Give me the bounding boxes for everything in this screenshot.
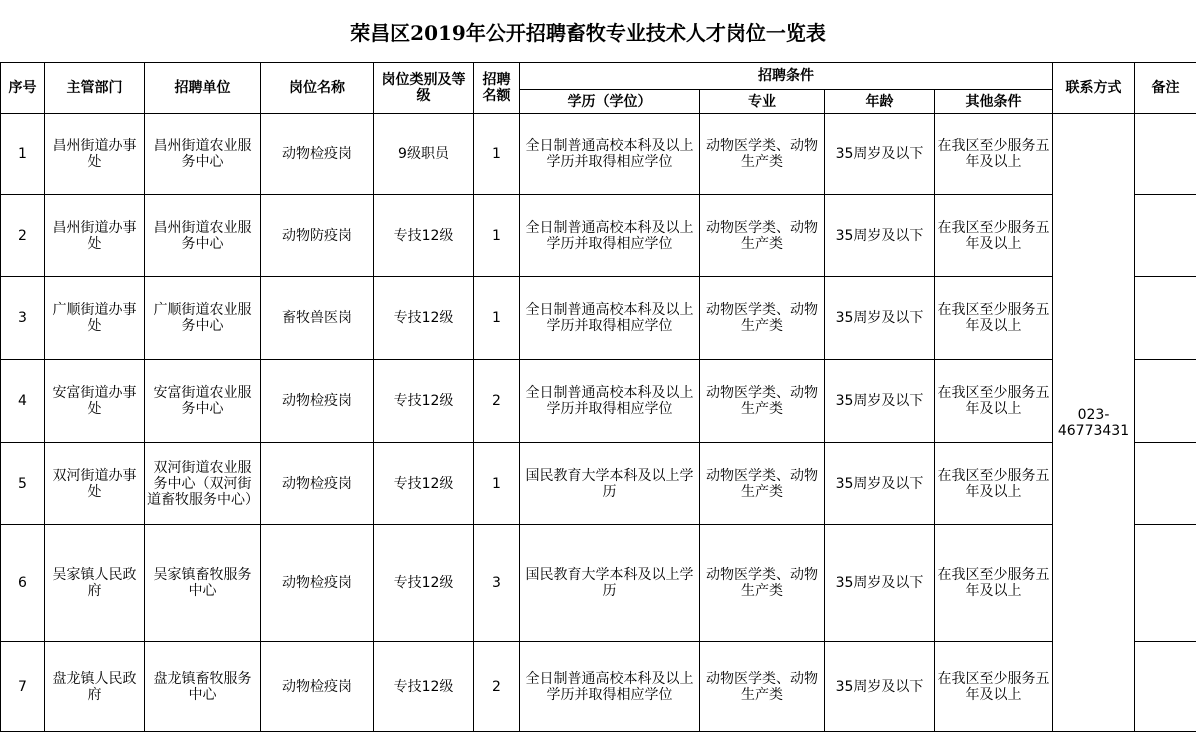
cell-education: 国民教育大学本科及以上学历 [520,443,700,525]
cell-age: 35周岁及以下 [825,114,935,195]
cell-major: 动物医学类、动物生产类 [700,443,825,525]
cell-major: 动物医学类、动物生产类 [700,642,825,732]
table-row [1,114,1196,195]
header-conditions: 招聘条件 [520,63,1053,90]
header-education: 学历（学位） [520,90,700,114]
cell-quota: 1 [474,195,520,277]
cell-unit: 广顺街道农业服务中心 [145,277,261,360]
cell-quota: 2 [474,360,520,443]
cell-education: 全日制普通高校本科及以上学历并取得相应学位 [520,642,700,732]
cell-unit: 双河街道农业服务中心（双河街道畜牧服务中心） [145,443,261,525]
cell-index: 1 [1,114,45,195]
cell-category: 专技12级 [374,443,474,525]
header-major: 专业 [700,90,825,114]
cell-dept: 双河街道办事处 [45,443,145,525]
cell-unit: 吴家镇畜牧服务中心 [145,525,261,642]
header-quota: 招聘名额 [474,63,520,114]
cell-age: 35周岁及以下 [825,642,935,732]
table-row [1,642,1196,732]
title-text: 荣昌区2019年公开招聘畜牧专业技术人才岗位一览表 [350,17,826,46]
header-other: 其他条件 [935,90,1053,114]
cell-major: 动物医学类、动物生产类 [700,525,825,642]
job-table [0,62,1196,732]
cell-index: 2 [1,195,45,277]
cell-category: 专技12级 [374,360,474,443]
table-row [1,277,1196,360]
cell-category: 9级职员 [374,114,474,195]
cell-dept: 广顺街道办事处 [45,277,145,360]
cell-age: 35周岁及以下 [825,525,935,642]
cell-other: 在我区至少服务五年及以上 [935,360,1053,443]
header-age: 年龄 [825,90,935,114]
cell-education: 全日制普通高校本科及以上学历并取得相应学位 [520,360,700,443]
cell-quota: 2 [474,642,520,732]
cell-remark [1135,360,1196,443]
cell-other: 在我区至少服务五年及以上 [935,195,1053,277]
cell-remark [1135,642,1196,732]
cell-dept: 盘龙镇人民政府 [45,642,145,732]
cell-unit: 盘龙镇畜牧服务中心 [145,642,261,732]
header-row-1 [1,63,1196,90]
cell-category: 专技12级 [374,525,474,642]
cell-education: 国民教育大学本科及以上学历 [520,525,700,642]
cell-position: 畜牧兽医岗 [261,277,374,360]
cell-other: 在我区至少服务五年及以上 [935,277,1053,360]
cell-category: 专技12级 [374,195,474,277]
cell-position: 动物检疫岗 [261,642,374,732]
cell-category: 专技12级 [374,642,474,732]
cell-remark [1135,525,1196,642]
cell-unit: 昌州街道农业服务中心 [145,195,261,277]
cell-position: 动物检疫岗 [261,360,374,443]
header-unit: 招聘单位 [145,63,261,114]
cell-quota: 3 [474,525,520,642]
cell-major: 动物医学类、动物生产类 [700,277,825,360]
cell-position: 动物检疫岗 [261,443,374,525]
cell-dept: 吴家镇人民政府 [45,525,145,642]
cell-dept: 昌州街道办事处 [45,114,145,195]
cell-age: 35周岁及以下 [825,277,935,360]
table-row [1,195,1196,277]
cell-quota: 1 [474,443,520,525]
cell-education: 全日制普通高校本科及以上学历并取得相应学位 [520,277,700,360]
cell-position: 动物检疫岗 [261,525,374,642]
header-position: 岗位名称 [261,63,374,114]
cell-education: 全日制普通高校本科及以上学历并取得相应学位 [520,195,700,277]
cell-other: 在我区至少服务五年及以上 [935,525,1053,642]
cell-other: 在我区至少服务五年及以上 [935,443,1053,525]
header-category: 岗位类别及等级 [374,63,474,114]
cell-quota: 1 [474,277,520,360]
header-contact: 联系方式 [1053,63,1135,114]
cell-major: 动物医学类、动物生产类 [700,360,825,443]
table-row [1,443,1196,525]
cell-position: 动物防疫岗 [261,195,374,277]
cell-dept: 安富街道办事处 [45,360,145,443]
cell-dept: 昌州街道办事处 [45,195,145,277]
cell-unit: 昌州街道农业服务中心 [145,114,261,195]
table-row [1,525,1196,642]
cell-position: 动物检疫岗 [261,114,374,195]
cell-age: 35周岁及以下 [825,443,935,525]
cell-other: 在我区至少服务五年及以上 [935,114,1053,195]
header-index: 序号 [1,63,45,114]
cell-unit: 安富街道农业服务中心 [145,360,261,443]
cell-index: 4 [1,360,45,443]
cell-index: 7 [1,642,45,732]
cell-quota: 1 [474,114,520,195]
cell-age: 35周岁及以下 [825,195,935,277]
cell-remark [1135,114,1196,195]
cell-category: 专技12级 [374,277,474,360]
cell-index: 5 [1,443,45,525]
table-row [1,360,1196,443]
cell-major: 动物医学类、动物生产类 [700,195,825,277]
cell-education: 全日制普通高校本科及以上学历并取得相应学位 [520,114,700,195]
cell-age: 35周岁及以下 [825,360,935,443]
cell-contact: 023-46773431 [1053,114,1135,732]
cell-remark [1135,443,1196,525]
cell-remark [1135,277,1196,360]
cell-remark [1135,195,1196,277]
cell-index: 6 [1,525,45,642]
header-remark: 备注 [1135,63,1196,114]
cell-index: 3 [1,277,45,360]
cell-major: 动物医学类、动物生产类 [700,114,825,195]
header-dept: 主管部门 [45,63,145,114]
cell-other: 在我区至少服务五年及以上 [935,642,1053,732]
page-title [0,0,1196,63]
